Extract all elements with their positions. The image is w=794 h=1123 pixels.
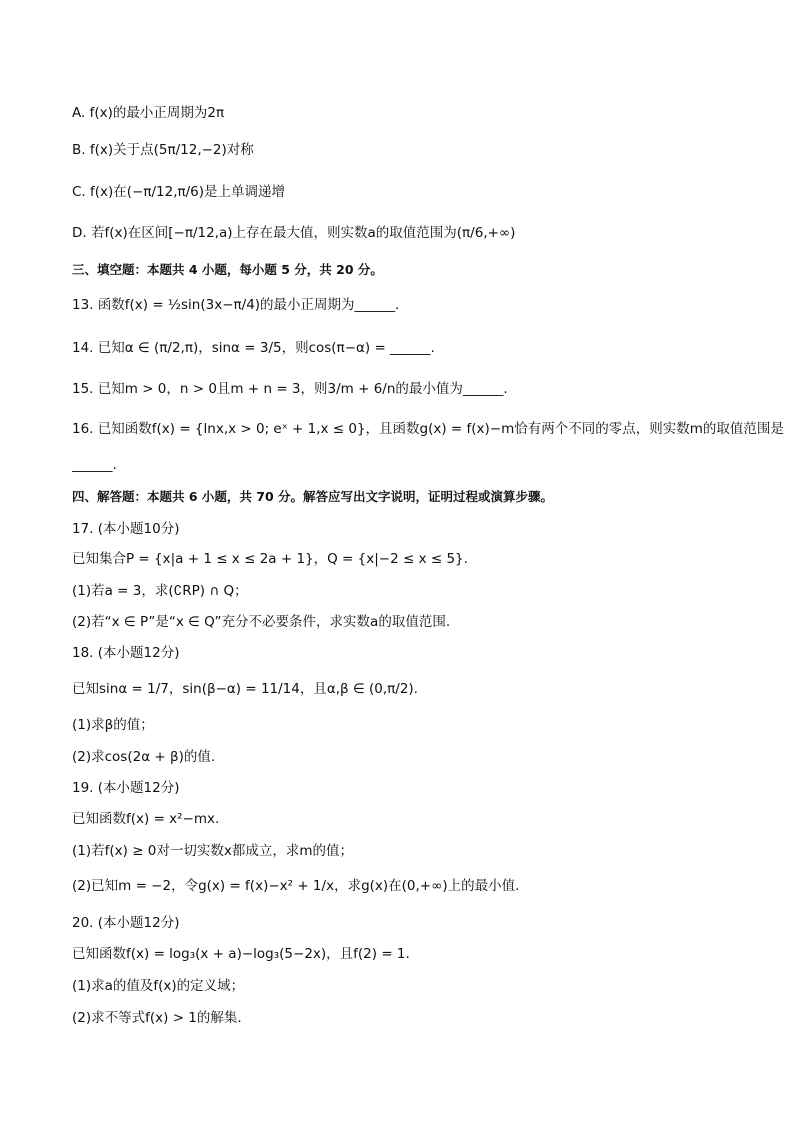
question-17-stem: 已知集合P = {x|a + 1 ≤ x ≤ 2a + 1}，Q = {x|−2 ≤ x ≤ 5}. (72, 551, 468, 567)
question-18-stem: 已知sinα = 1/7，sin(β−α) = 11/14，且α,β ∈ (0,π/2). (72, 681, 418, 697)
question-16: 16. 已知函数f(x) = {lnx,x > 0; eˣ + 1,x ≤ 0}，且函数g(x) = f(x)−m恰有两个不同的零点，则实数m的取值范围是 (72, 421, 784, 437)
question-18-part-2: (2)求cos(2α + β)的值. (72, 749, 216, 765)
question-20-title: 20. (本小题12分) (72, 915, 180, 931)
option-b: B. f(x)关于点(5π/12,−2)对称 (72, 142, 254, 158)
question-17-part-1: (1)若a = 3，求(∁RP) ∩ Q； (72, 583, 248, 599)
question-13: 13. 函数f(x) = ½sin(3x−π/4)的最小正周期为______. (72, 297, 400, 313)
section-heading-solutions: 四、解答题：本题共 6 小题，共 70 分。解答应写出文字说明，证明过程或演算步骤。 (72, 489, 554, 504)
option-c: C. f(x)在(−π/12,π/6)是上单调递增 (72, 184, 286, 200)
question-14: 14. 已知α ∈ (π/2,π)，sinα = 3/5，则cos(π−α) = ______. (72, 340, 435, 356)
question-19-stem: 已知函数f(x) = x²−mx. (72, 811, 220, 827)
question-20-part-1: (1)求a的值及f(x)的定义域； (72, 978, 245, 994)
question-18-title: 18. (本小题12分) (72, 645, 180, 661)
question-19-part-2: (2)已知m = −2，令g(x) = f(x)−x² + 1/x，求g(x)在(0,+∞)上的最小值. (72, 878, 520, 894)
question-18-part-1: (1)求β的值； (72, 717, 154, 733)
question-17-title: 17. (本小题10分) (72, 521, 180, 537)
question-19-part-1: (1)若f(x) ≥ 0对一切实数x都成立，求m的值； (72, 843, 354, 859)
question-15: 15. 已知m > 0，n > 0且m + n = 3，则3/m + 6/n的最小值为______. (72, 381, 508, 397)
option-a: A. f(x)的最小正周期为2π (72, 105, 225, 121)
question-16-blank: ______. (72, 457, 117, 473)
option-d: D. 若f(x)在区间[−π/12,a)上存在最大值，则实数a的取值范围为(π/6,+∞) (72, 225, 516, 241)
question-20-stem: 已知函数f(x) = log₃(x + a)−log₃(5−2x)，且f(2) = 1. (72, 946, 410, 962)
question-17-part-2: (2)若“x ∈ P”是“x ∈ Q”充分不必要条件，求实数a的取值范围. (72, 614, 451, 630)
question-19-title: 19. (本小题12分) (72, 780, 180, 796)
question-20-part-2: (2)求不等式f(x) > 1的解集. (72, 1010, 242, 1026)
section-heading-fill-blank: 三、填空题：本题共 4 小题，每小题 5 分，共 20 分。 (72, 262, 383, 277)
